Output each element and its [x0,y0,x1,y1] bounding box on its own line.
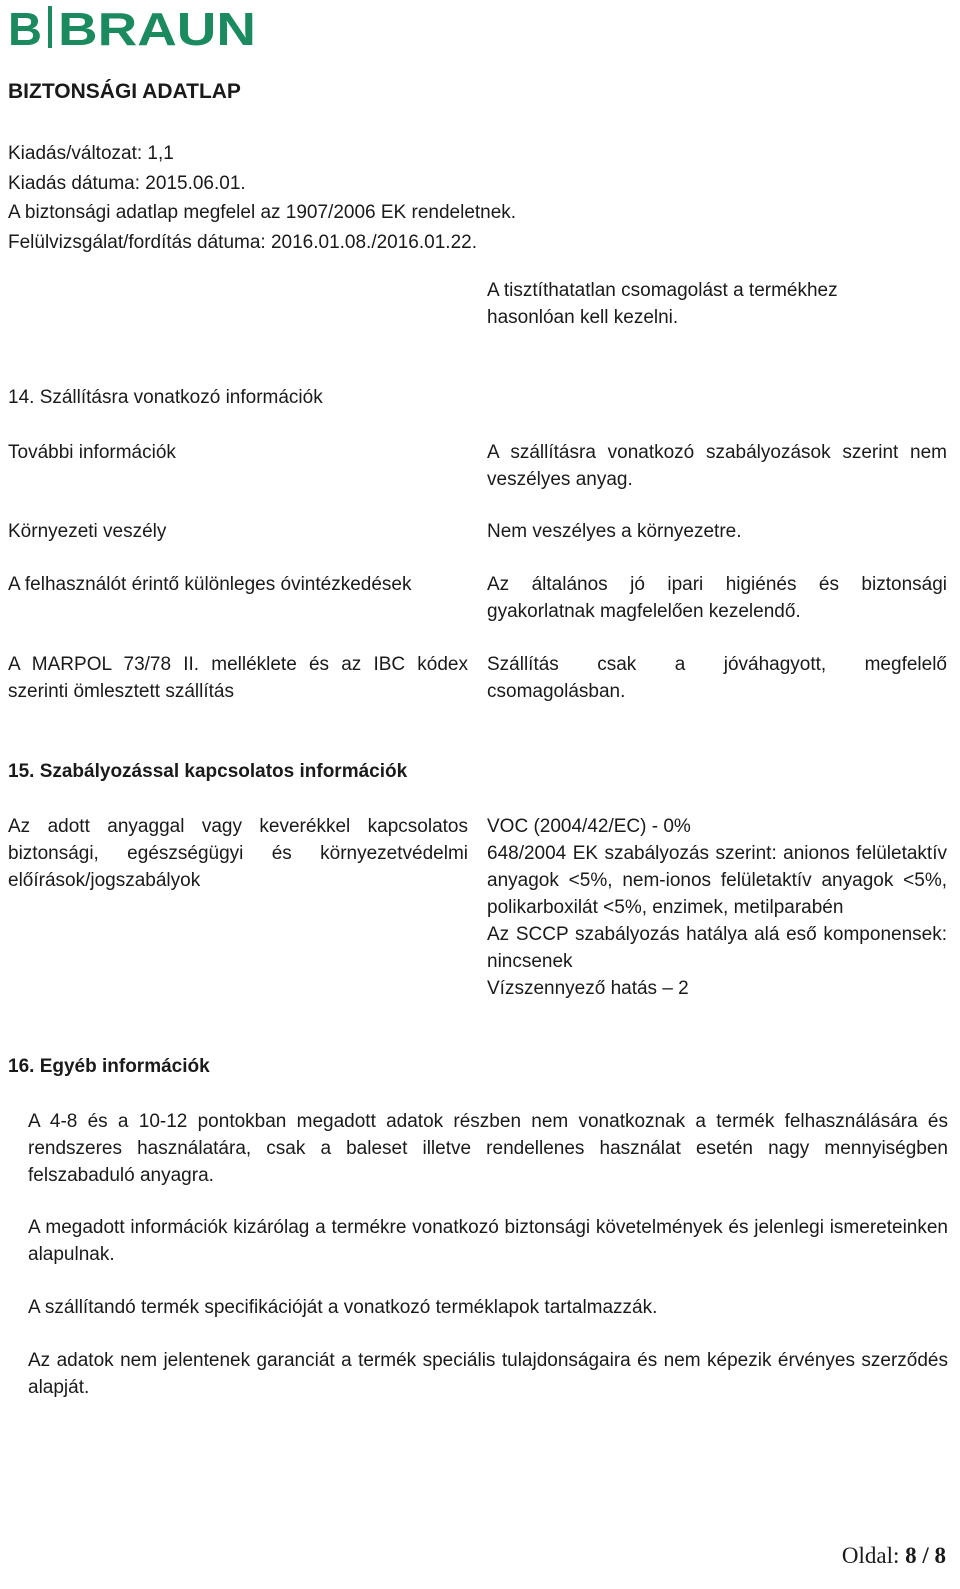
svg-text:BRAUN: BRAUN [58,4,256,50]
page-footer [842,1542,946,1569]
meta-revision-date: Felülvizsgálat/fordítás dátuma: 2016.01.08./2016.01.22. [8,231,477,253]
meta-regulation: A biztonsági adatlap megfelel az 1907/2006 EK rendeletnek. [8,202,517,223]
water-hazard-line: Vízszennyező hatás – 2 [487,978,689,999]
page-label: Oldal: [841,1543,900,1568]
meta-issue-date: Kiadás dátuma: 2015.06.01. [8,172,246,194]
svg-text:B: B [8,4,42,50]
row-label: További információk [8,442,176,463]
row-label: A felhasználót érintő különleges óvintézkedések [8,574,412,595]
section-14-title: 14. Szállításra vonatkozó információk [8,387,323,408]
document-meta [8,139,516,257]
packaging-note: A tisztíthatatlan csomagolást a termékhez hasonlóan kell kezelni. [487,280,838,328]
b-braun-logo [8,4,258,50]
info-paragraph: Az adatok nem jelentenek garanciát a termék speciális tulajdonságaira és nem képezik érvényes szerződés alapját. [28,1350,948,1398]
section-15-title: 15. Szabályozással kapcsolatos információk [8,761,408,782]
row-label: Környezeti veszély [8,521,167,542]
meta-version: Kiadás/változat: 1,1 [8,143,174,164]
row-value: A szállításra vonatkozó szabályozások szerint nem veszélyes anyag. [487,442,947,490]
regulation-values [487,813,947,1002]
info-paragraph: A 4-8 és a 10-12 pontokban megadott adatok részben nem vonatkoznak a termék felhasználására és rendszeres használatára, csak a baleset illetve rendellenes használat esetén nagy mennyiségben felszabaduló anyagra. [28,1111,948,1186]
row-value: Nem veszélyes a környezetre. [487,521,742,542]
page-number: 8 / 8 [905,1543,946,1568]
voc-line: VOC (2004/42/EC) - 0% [487,816,691,837]
b-braun-logo-graphic [8,4,258,50]
sccp-line: Az SCCP szabályozás hatálya alá eső komponensek: nincsenek [487,924,947,972]
row-value: Az általános jó ipari higiénés és biztonsági gyakorlatnak magfelelően kezelendő. [487,574,947,622]
info-paragraph: A szállítandó termék specifikációját a vonatkozó terméklapok tartalmazzák. [28,1297,658,1318]
regulation-label: Az adott anyaggal vagy keverékkel kapcsolatos biztonsági, egészségügyi és környezetvédelmi előírások/jogszabályok [8,816,468,891]
section-16-title: 16. Egyéb információk [8,1056,210,1077]
row-value: Szállítás csak a jóváhagyott, megfelelő csomagolásban. [487,654,947,702]
row-label: A MARPOL 73/78 II. melléklete és az IBC kódex szerinti ömlesztett szállítás [8,654,468,702]
info-paragraph: A megadott információk kizárólag a termékre vonatkozó biztonsági követelmények és jelenlegi ismereteinken alapulnak. [28,1217,948,1265]
document-title: BIZTONSÁGI ADATLAP [8,80,241,103]
detergent-regulation-line: 648/2004 EK szabályozás szerint: anionos felületaktív anyagok <5%, nem-ionos felületaktív anyagok <5%, polikarboxilát <5%, enzimek, metilparabén [487,843,947,918]
